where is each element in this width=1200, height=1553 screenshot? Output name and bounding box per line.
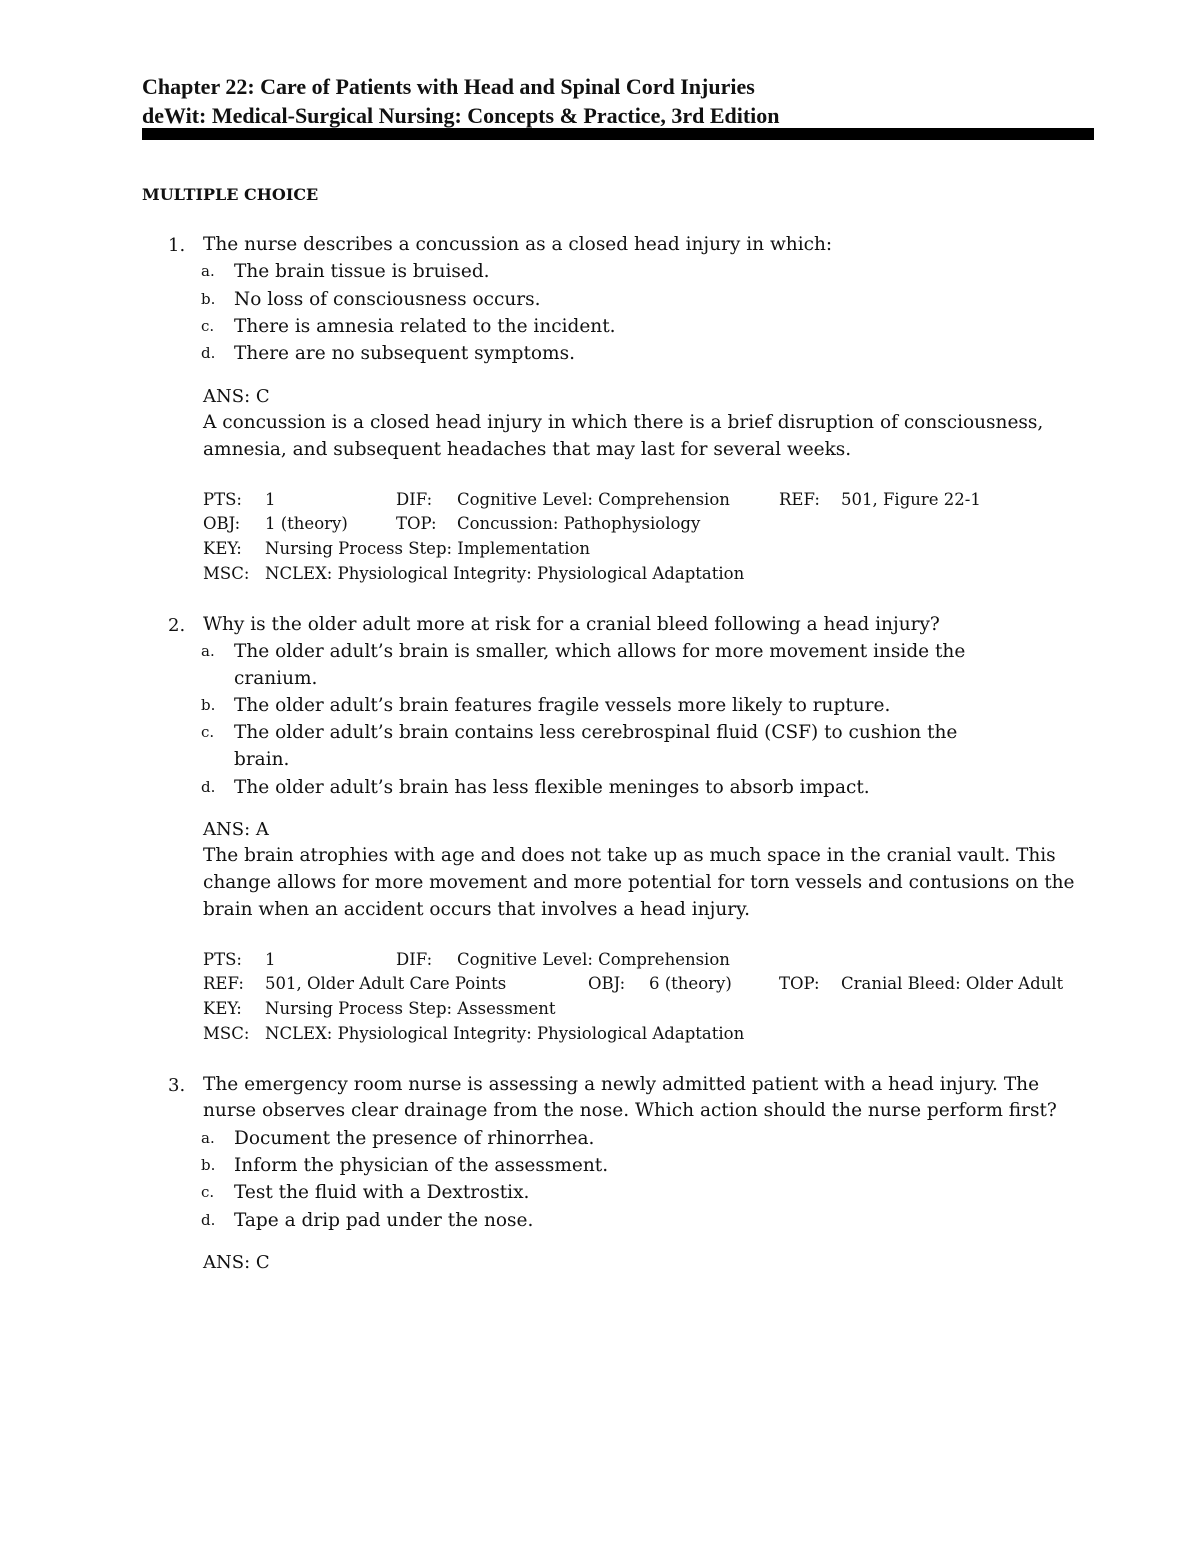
key-label: KEY: [203,999,242,1018]
answer-key: ANS: C [203,1252,270,1273]
obj-value: 1 (theory) [265,514,348,533]
option-letter: a. [201,642,215,660]
option-text: Inform the physician of the assessment. [234,1155,609,1176]
rationale: The brain atrophies with age and does not take up as much space in the cranial vault. This change allows for more movement and more potential for torn vessels and contusions on the brain when an accident occurs that involves a head injury. [203,845,1075,920]
option-text: The older adult’s brain has less flexible meninges to absorb impact. [234,777,870,798]
ref-value: 501, Figure 22-1 [841,490,981,509]
option-text: There is amnesia related to the incident. [234,316,616,337]
top-label: TOP: [396,514,437,533]
option-text: The brain tissue is bruised. [234,261,490,282]
option-letter: a. [201,262,215,280]
pts-value: 1 [265,490,276,509]
answer-key: ANS: C [203,386,270,407]
question-text: Why is the older adult more at risk for a cranial bleed following a head injury? [203,614,940,635]
question-number: 3. [168,1075,186,1096]
ref-value: 501, Older Adult Care Points [265,974,507,993]
key-value: Nursing Process Step: Implementation [265,539,591,558]
dif-label: DIF: [396,490,433,509]
option-letter: b. [201,696,216,714]
option-letter: d. [201,1211,216,1229]
dif-value: Cognitive Level: Comprehension [457,950,730,969]
option-letter: c. [201,723,215,741]
option-text: Document the presence of rhinorrhea. [234,1128,595,1149]
question-number: 2. [168,615,186,636]
msc-value: NCLEX: Physiological Integrity: Physiological Adaptation [265,1024,745,1043]
option-text: No loss of consciousness occurs. [234,289,541,310]
key-label: KEY: [203,539,242,558]
obj-label: OBJ: [203,514,241,533]
top-value: Concussion: Pathophysiology [457,514,701,533]
option-text: The older adult’s brain contains less cerebrospinal fluid (CSF) to cushion the brain. [234,722,958,770]
option-letter: b. [201,1156,216,1174]
pts-value: 1 [265,950,276,969]
dif-value: Cognitive Level: Comprehension [457,490,730,509]
option-letter: a. [201,1129,215,1147]
option-letter: d. [201,344,216,362]
obj-value: 6 (theory) [649,974,732,993]
rationale: A concussion is a closed head injury in which there is a brief disruption of consciousness, amnesia, and subsequent headaches that may last for several weeks. [203,412,1044,460]
pts-label: PTS: [203,950,242,969]
question-text: The emergency room nurse is assessing a newly admitted patient with a head injury. The nurse observes clear drainage from the nose. Which action should the nurse perform first? [203,1074,1057,1121]
top-label: TOP: [779,974,820,993]
msc-label: MSC: [203,1024,250,1043]
option-letter: d. [201,778,216,796]
option-letter: c. [201,317,215,335]
ref-label: REF: [779,490,820,509]
top-value: Cranial Bleed: Older Adult [841,974,1064,993]
dif-label: DIF: [396,950,433,969]
question-number: 1. [168,235,186,256]
book-subtitle: deWit: Medical-Surgical Nursing: Concepts & Practice, 3rd Edition [142,103,780,128]
header-rule [142,128,1094,140]
option-text: There are no subsequent symptoms. [234,343,575,364]
pts-label: PTS: [203,490,242,509]
answer-key: ANS: A [203,819,269,840]
option-text: Tape a drip pad under the nose. [234,1210,534,1231]
option-letter: b. [201,290,216,308]
ref-label: REF: [203,974,244,993]
option-text: The older adult’s brain is smaller, which allows for more movement inside the cranium. [234,641,966,689]
msc-value: NCLEX: Physiological Integrity: Physiological Adaptation [265,564,745,583]
section-title: MULTIPLE CHOICE [142,185,319,204]
key-value: Nursing Process Step: Assessment [265,999,556,1018]
option-text: The older adult’s brain features fragile vessels more likely to rupture. [234,695,891,716]
obj-label: OBJ: [588,974,626,993]
chapter-title: Chapter 22: Care of Patients with Head and Spinal Cord Injuries [142,74,755,99]
option-text: Test the fluid with a Dextrostix. [234,1182,530,1203]
option-letter: c. [201,1183,215,1201]
question-text: The nurse describes a concussion as a closed head injury in which: [203,234,833,255]
msc-label: MSC: [203,564,250,583]
